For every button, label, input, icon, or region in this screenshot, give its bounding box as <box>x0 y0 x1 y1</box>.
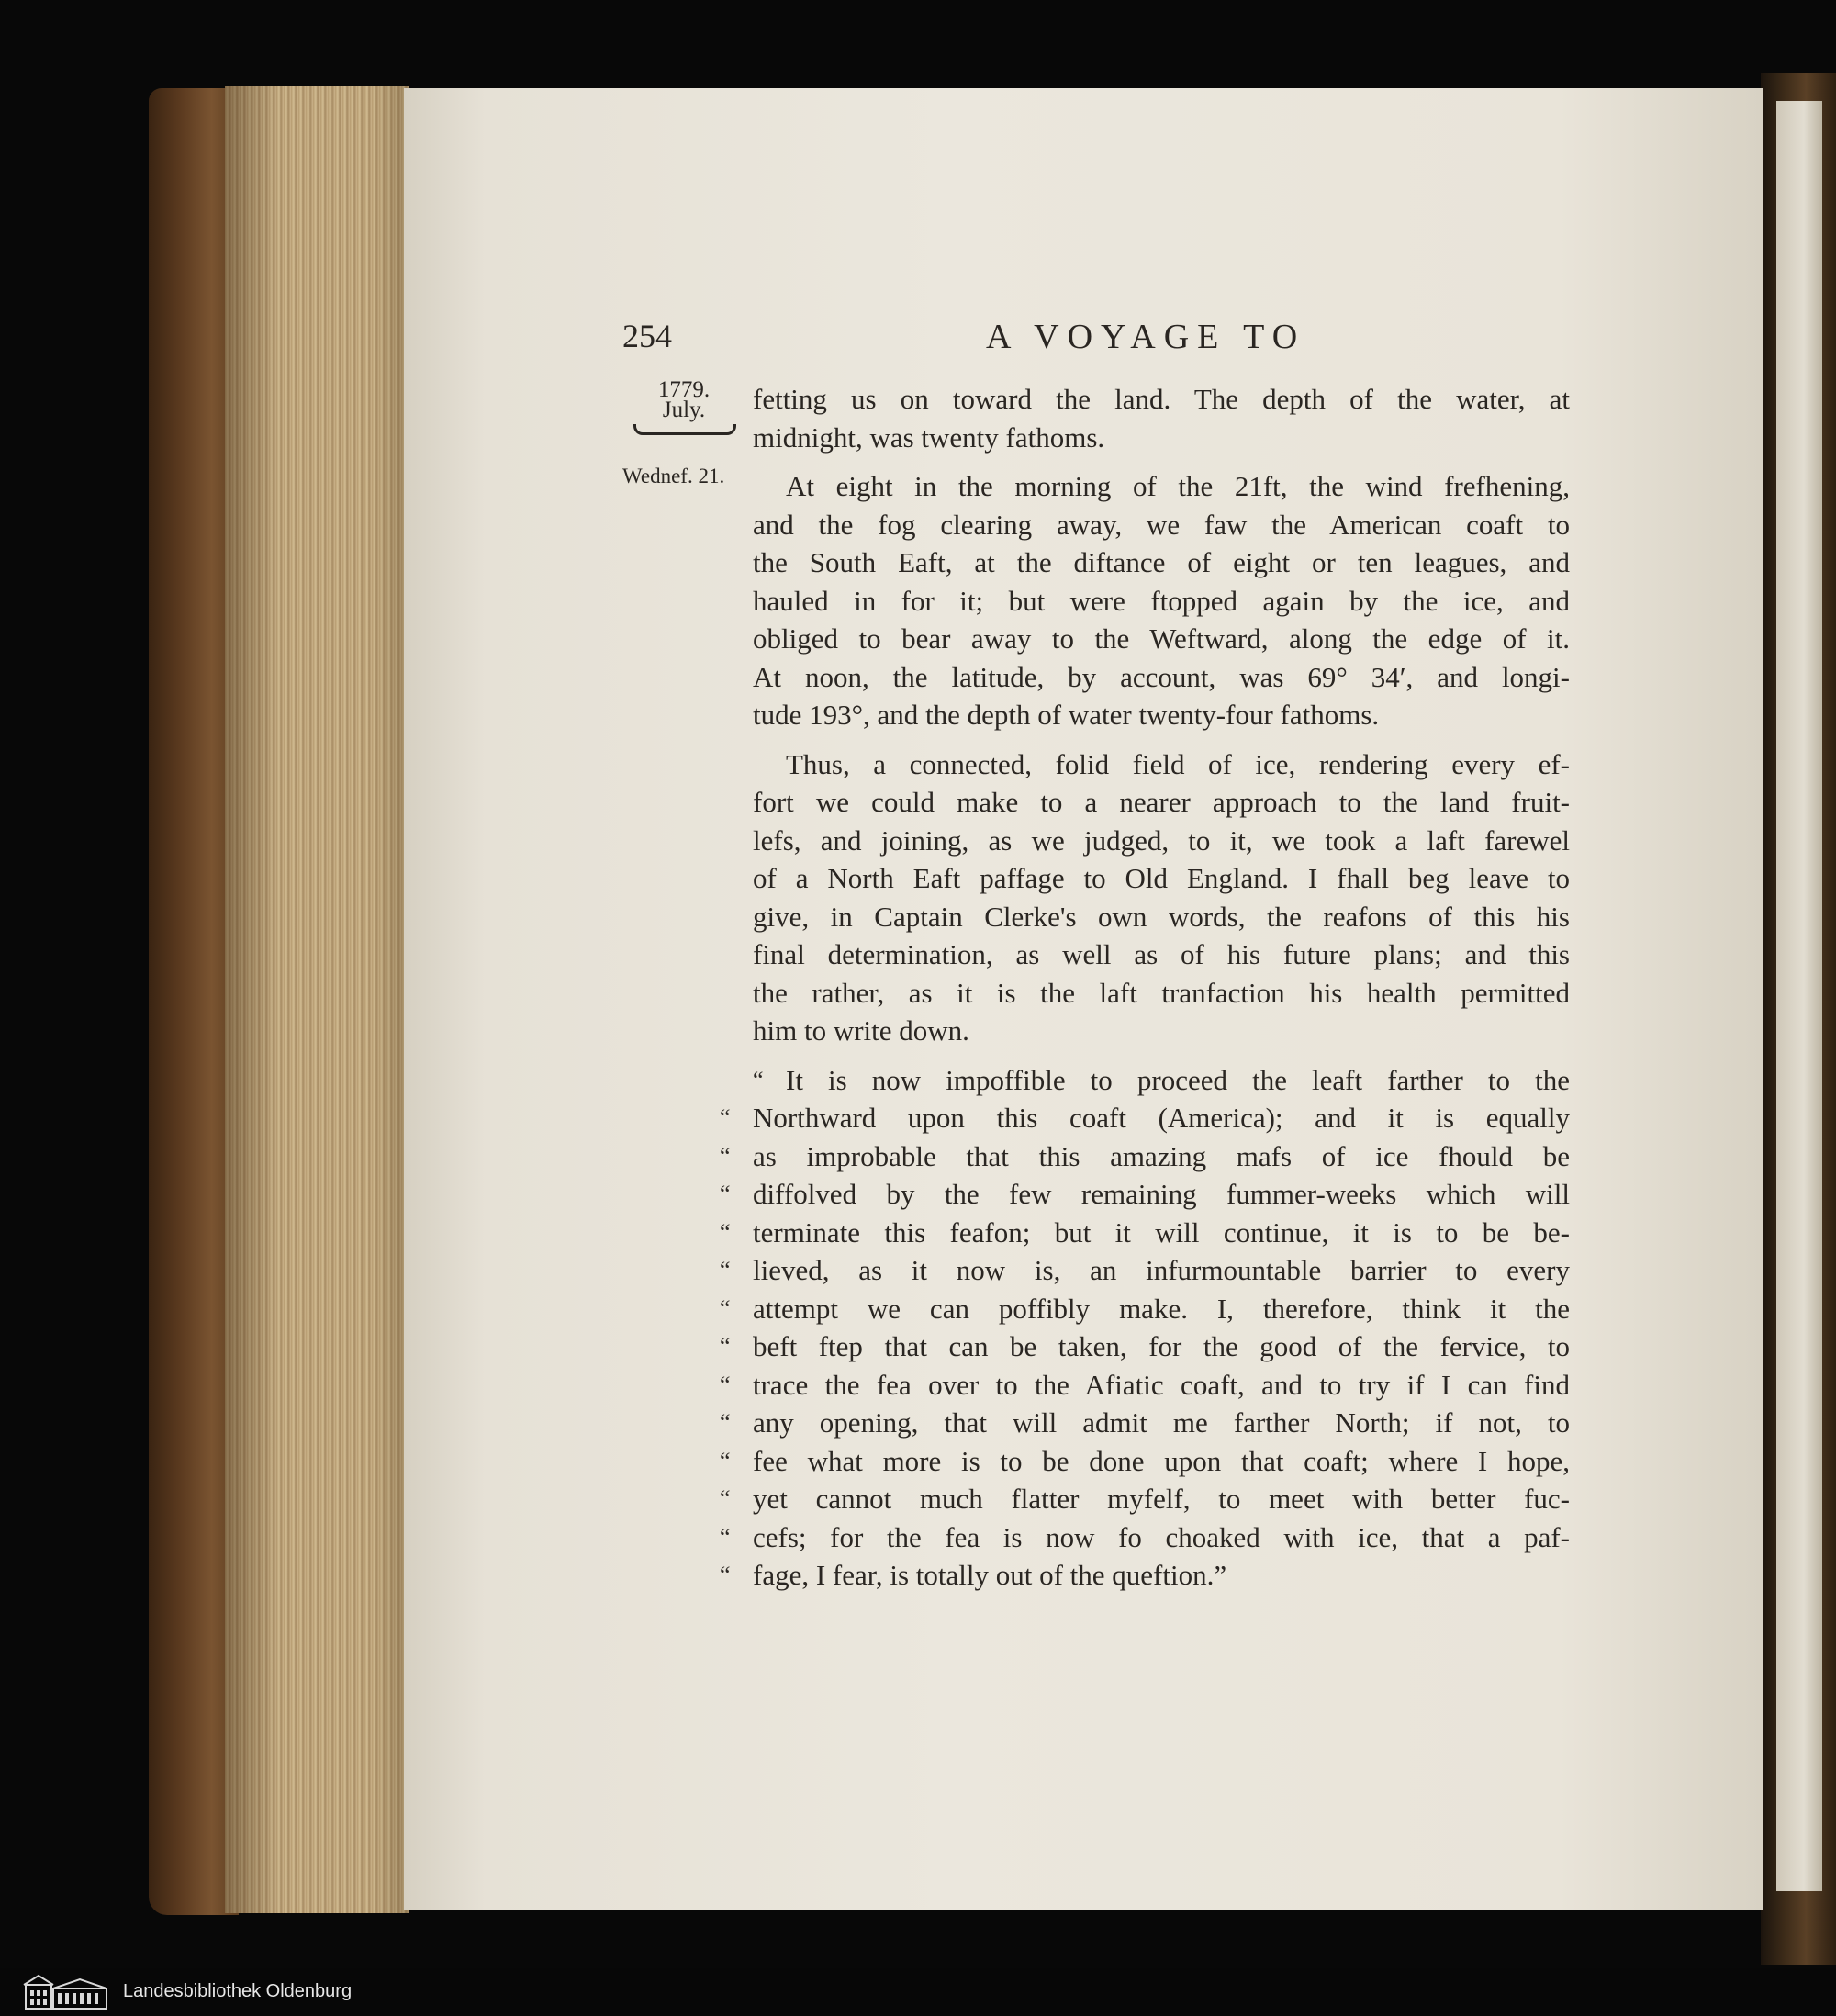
text-line: final determination, as well as of his future plans; and this <box>753 938 1570 970</box>
paragraph <box>753 745 1570 1050</box>
text-line: fort we could make to a nearer approach to the land fruit- <box>753 786 1570 818</box>
next-page-edge <box>1776 101 1822 1891</box>
quote-mark: “ <box>720 1371 731 1398</box>
footer-bar <box>0 1968 1836 2016</box>
text-line: tude 193°, and the depth of water twenty-four fathoms. <box>753 699 1380 731</box>
text-line: Thus, a connected, folid field of ice, rendering every ef- <box>786 747 1570 780</box>
quote-line <box>720 1175 1570 1214</box>
quote-line <box>720 1366 1570 1405</box>
quote-line <box>720 1442 1570 1481</box>
page-number: 254 <box>622 318 672 354</box>
running-head: A VOYAGE TO <box>986 318 1306 356</box>
paragraph <box>753 380 1570 456</box>
quote-mark: “ <box>720 1333 731 1360</box>
quote-line <box>720 1327 1570 1366</box>
quote-line <box>720 1404 1570 1442</box>
quote-line <box>720 1290 1570 1328</box>
margin-year: 1779. <box>657 377 711 402</box>
quote-text: diffolved by the few remaining fummer-weeks which will <box>753 1178 1570 1210</box>
paragraph <box>753 467 1570 734</box>
quote-line <box>720 1251 1570 1290</box>
quote-mark: “ <box>720 1523 731 1551</box>
quote-text: attempt we can poffibly make. I, therefore, think it the <box>753 1292 1570 1325</box>
text-line: hauled in for it; but were ftopped again by the ice, and <box>753 584 1570 617</box>
page-edge-shade <box>225 86 409 1913</box>
text-line: the South Eaft, at the diftance of eight or ten leagues, and <box>753 546 1570 578</box>
quote-line <box>720 1480 1570 1518</box>
quote-text: cefs; for the fea is now fo choaked with ice, that a paf- <box>753 1520 1570 1553</box>
text-line: obliged to bear away to the Weftward, along the edge of it. <box>753 622 1570 655</box>
quote-line <box>753 1061 1570 1100</box>
margin-month: July. <box>662 398 706 422</box>
quote-text: as improbable that this amazing mafs of ice fhould be <box>753 1139 1570 1172</box>
quote-text: fage, I fear, is totally out of the queftion.” <box>753 1559 1227 1591</box>
quote-mark: “ <box>720 1409 731 1436</box>
text-line: him to write down. <box>753 1014 969 1047</box>
text-line: At eight in the morning of the 21ft, the wind frefhening, <box>786 470 1570 502</box>
quote-mark: “ <box>720 1447 731 1474</box>
text-line: lefs, and joining, as we judged, to it, we took a laft farewel <box>753 823 1570 857</box>
quote-text: It is now impoffible to proceed the leaft farther to the <box>786 1063 1570 1096</box>
text-line: At noon, the latitude, by account, was 69° 34′, and longi- <box>753 660 1570 693</box>
quote-line <box>720 1099 1570 1137</box>
quote-text: lieved, as it now is, an infurmountable barrier to every <box>753 1254 1570 1286</box>
text-line: fetting us on toward the land. The depth of the water, at <box>753 383 1570 415</box>
quote-mark: “ <box>720 1218 731 1246</box>
quote-mark: “ <box>720 1181 731 1207</box>
text-line: of a North Eaft paffage to Old England. I fhall beg leave to <box>753 862 1570 894</box>
library-name: Landesbibliothek Oldenburg <box>123 1981 353 2001</box>
quote-text: yet cannot much flatter myfelf, to meet with better fuc- <box>753 1483 1570 1515</box>
margin-date <box>654 377 714 422</box>
text-line: the rather, as it is the laft tranfaction his health permitted <box>753 976 1570 1009</box>
quote-mark: “ <box>720 1104 731 1131</box>
quote-mark: “ <box>720 1257 731 1283</box>
quote-mark: “ <box>720 1562 731 1588</box>
quote-line <box>720 1214 1570 1252</box>
quote-mark: “ <box>720 1485 731 1512</box>
quote-mark: “ <box>753 1066 764 1093</box>
text-line: give, in Captain Clerke's own words, the reafons of this his <box>753 900 1570 933</box>
text-line: midnight, was twenty fathoms. <box>753 420 1105 454</box>
quote-text: trace the fea over to the Afiatic coaft, and to try if I can find <box>753 1368 1570 1401</box>
quote-text: any opening, that will admit me farther North; if not, to <box>753 1406 1570 1439</box>
quote-mark: “ <box>720 1294 731 1322</box>
page-body <box>720 380 1570 1595</box>
quotation <box>720 1061 1570 1595</box>
library-building-icon <box>20 1972 112 2012</box>
quote-text: fee what more is to be done upon that coaft; where I hope, <box>753 1444 1570 1477</box>
text-line: and the fog clearing away, we faw the American coaft to <box>753 508 1570 541</box>
quote-line <box>720 1556 1570 1595</box>
quote-mark: “ <box>720 1142 731 1170</box>
quote-text: beft ftep that can be taken, for the good of the fervice, to <box>753 1330 1570 1362</box>
quote-line <box>720 1137 1570 1176</box>
quote-line <box>720 1518 1570 1557</box>
quote-text: Northward upon this coaft (America); and it is equally <box>753 1102 1570 1134</box>
margin-day: Wednef. 21. <box>622 465 725 487</box>
margin-brace <box>633 424 736 435</box>
quote-text: terminate this feafon; but it will continue, it is to be be- <box>753 1215 1570 1249</box>
